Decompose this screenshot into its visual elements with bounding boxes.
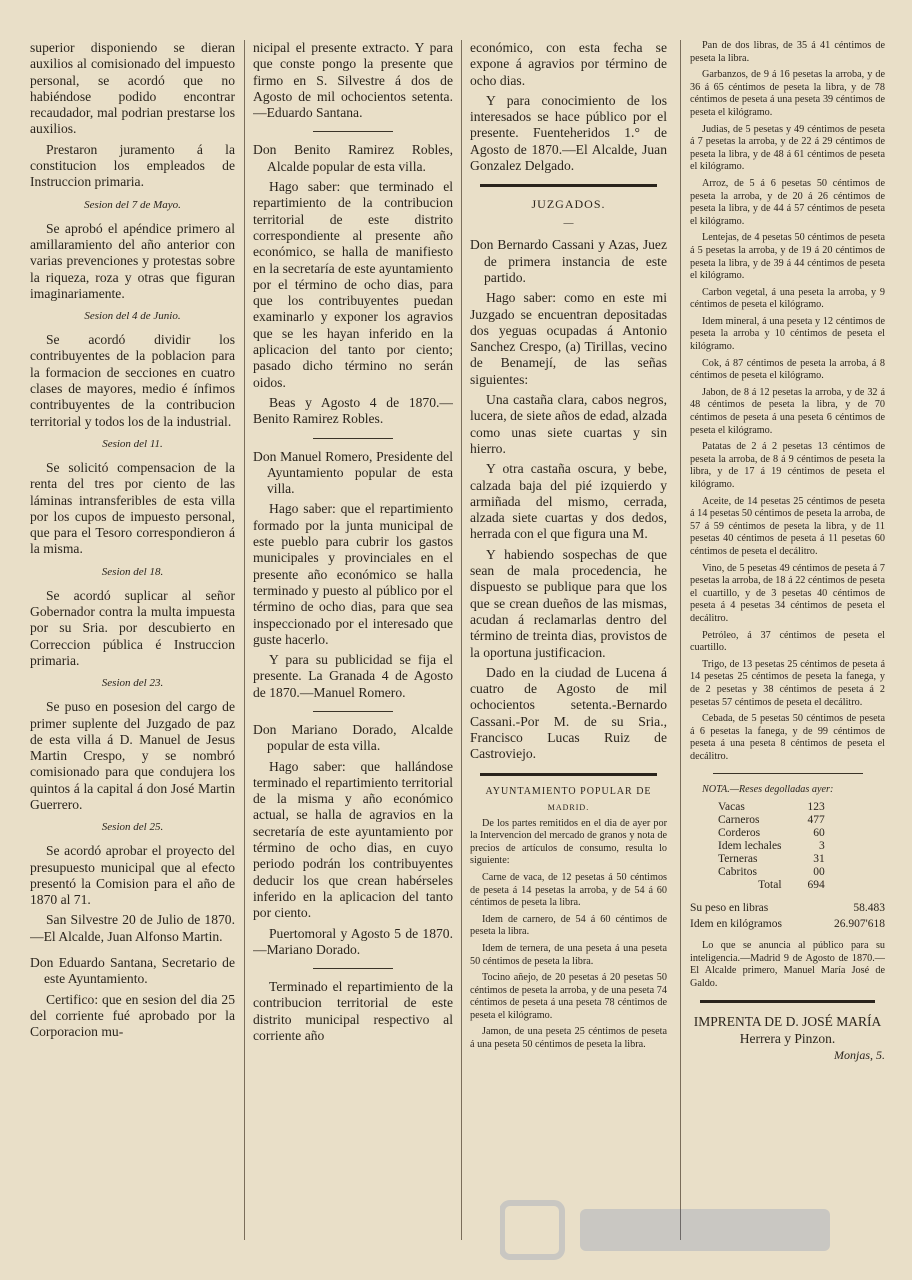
- imprint-name: IMPRENTA DE D. JOSÉ MARÍA Herrera y Pinzon.: [693, 1014, 882, 1047]
- signature: San Silvestre 20 de Julio de 1870.—El Alcalde, Juan Alfonso Martin.: [30, 912, 235, 944]
- paragraph: Se solicitó compensacion de la renta del tres por ciento de las láminas intransferibles de esta villa por los cupos de impuesto personal, que para el Tesoro correspondieron á la misma.: [30, 459, 235, 557]
- paragraph: Hago saber: que terminado el repartimiento de la contribucion territorial de este distrito correspondiente al presente año económico, se halla de manifiesto en la secretaría de este ayuntamiento por el término de ocho dias, para que los contribuyentes puedan examinarlo y exponer los agravios que se les hayan inferido en la aplicacion del tanto por ciento; pasado dicho término no serán oidos.: [253, 179, 453, 390]
- paragraph: Prestaron juramento á la constitucion los empleados de Instruccion primaria.: [30, 141, 235, 190]
- total-label: Total: [758, 879, 782, 892]
- paragraph: superior disponiendo se dieran auxilios al comisionado del impuesto personal, se acordó que no habiéndose podido encontrar recaudador, mal podrian prestarse los auxilios.: [30, 40, 235, 137]
- total-value: 694: [807, 879, 825, 892]
- paragraph: Hago saber: que el repartimiento formado por la junta municipal de este pueblo para cubrir los gastos municipales y provinciales en el presente año económico se halla terminado y puesto al público por el término de ocho dias, para que sea inspeccionado por el interesado que guste hacerlo.: [253, 501, 453, 647]
- price-item: Garbanzos, de 9 á 16 pesetas la arroba, y de 36 á 65 céntimos de peseta la libra, y de 78 céntimos de peseta á una peseta 39 céntimos de peseta el kilógramo.: [690, 69, 885, 118]
- paragraph: nicipal el presente extracto. Y para que conste pongo la presente que firmo en S. Silvestre á dos de Agosto de mil ochocientos setenta.—Eduardo Santana.: [253, 40, 453, 121]
- imprint-address: Monjas, 5.: [834, 1048, 885, 1063]
- weights: [690, 900, 885, 932]
- paragraph: Se puso en posesion del cargo de primer suplente del Juzgado de paz de esta villa á D. Manuel de Jesus Martin Crespo, y se nombró comisionado para que condujera los quintos á la capital á don José Martin Guerrero.: [30, 699, 235, 812]
- price-item: Petróleo, á 37 céntimos de peseta el cuartillo.: [690, 629, 885, 654]
- price-item: Aceite, de 14 pesetas 25 céntimos de peseta á 14 pesetas 50 céntimos de peseta la arroba, de 57 á 59 céntimos de peseta la libra, y de 11 pesetas 40 céntimos de peseta á 11 pesetas 60 céntimos de peseta el decálitro.: [690, 495, 885, 557]
- session-heading: Sesion del 25.: [101, 821, 164, 834]
- table-row: [718, 814, 831, 827]
- paragraph: Y habiendo sospechas de que sean de mala procedencia, he dispuesto se publique para que los que se crean dueños de las mismas, acudan á reclamarlas dentro del término de treinta dias, provistos de la oportuna justificacion.: [470, 546, 667, 660]
- dash: —: [563, 218, 574, 230]
- separator: [480, 184, 657, 187]
- column-rule: [244, 40, 245, 1240]
- column-4: [690, 40, 885, 1064]
- notice-heading: Don Eduardo Santana, Secretario de este Ayuntamiento.: [30, 955, 235, 987]
- price-item: Idem de ternera, de una peseta á una peseta 50 céntimos de peseta la libra.: [470, 942, 667, 967]
- table-row: [718, 866, 831, 879]
- price-item: Jamon, de una peseta 25 céntimos de peseta á una peseta 50 céntimos de peseta la libra.: [470, 1026, 667, 1051]
- section-heading: JUZGADOS.: [531, 197, 606, 212]
- paragraph: Se aprobó el apéndice primero al amillaramiento del año anterior con varias prevenciones y protestas sobre la riqueza, roza y otras que figuran imaginariamente.: [30, 220, 235, 301]
- signature: Puertomoral y Agosto 5 de 1870.—Mariano Dorado.: [253, 925, 453, 957]
- price-item: Judias, de 5 pesetas y 49 céntimos de peseta á 7 pesetas la arroba, y de 22 á 29 céntimos de peseta la libra, y de 48 á 61 céntimos de peseta el kilógramo.: [690, 123, 885, 173]
- notice-heading: Don Manuel Romero, Presidente del Ayuntamiento popular de esta villa.: [253, 448, 453, 497]
- table-cell: Cabritos: [718, 866, 757, 879]
- paragraph: Terminado el repartimiento de la contribucion territorial de este distrito municipal respectivo al corriente año: [253, 979, 453, 1044]
- separator: [700, 1000, 876, 1003]
- table-cell: Idem lechales: [718, 840, 782, 853]
- notice-heading: Don Mariano Dorado, Alcalde popular de esta villa.: [253, 721, 453, 754]
- nota-heading: NOTA.—Reses degolladas ayer:: [702, 784, 834, 796]
- notice-heading: Don Bernardo Cassani y Azas, Juez de primera instancia de este partido.: [470, 237, 667, 285]
- table-cell: Vacas: [718, 801, 745, 814]
- paragraph: De los partes remitidos en el dia de ayer por la Intervencion del mercado de granos y nota de precios de artículos de consumo, resulta lo siguiente:: [470, 817, 667, 867]
- price-item: Idem de carnero, de 54 á 60 céntimos de peseta la libra.: [470, 913, 667, 938]
- total-row: [718, 879, 831, 892]
- paragraph: Se acordó suplicar al señor Gobernador contra la multa impuesta por su Sria. por descubierto en Correccion pública é Instruccion primaria.: [30, 587, 235, 668]
- weight-value: 26.907'618: [834, 918, 885, 931]
- price-item: Carne de vaca, de 12 pesetas á 50 céntimos de peseta á 14 pesetas la arroba, y de 54 á 60 céntimos de peseta la libra.: [470, 871, 667, 909]
- paragraph: Se acordó dividir los contribuyentes de la poblacion para la formacion de secciones en cuatro clases de mayores, medio é ínfimos contribuyentes de la contribucion territorial y todos los de la industrial.: [30, 332, 235, 429]
- table-cell: Carneros: [718, 814, 760, 827]
- library-stamp-watermark: [500, 1195, 840, 1265]
- table-cell: 123: [807, 801, 825, 814]
- price-item: Jabon, de 8 á 12 pesetas la arroba, y de 32 á 48 céntimos de peseta la libra, y de 70 céntimos de peseta á una peseta 6 céntimos de peseta el kilógramo.: [690, 386, 885, 436]
- price-item: Lentejas, de 4 pesetas 50 céntimos de peseta á 5 pesetas la arroba, y de 19 á 20 céntimos de peseta la libra, y de 39 á 44 céntimos de peseta el kilógramo.: [690, 232, 885, 282]
- price-item: Patatas de 2 á 2 pesetas 13 céntimos de peseta la arroba, de 8 á 9 céntimos de peseta la libra, y de 17 á 19 céntimos de peseta el kilógramo.: [690, 441, 885, 490]
- table-cell: Corderos: [718, 827, 761, 840]
- separator: [713, 773, 863, 774]
- price-item: Tocino añejo, de 20 pesetas á 20 pesetas 50 céntimos de peseta la arroba, y de una peseta 74 céntimos de peseta á una peseta 78 céntimos de peseta el kilógramo.: [470, 972, 667, 1021]
- session-heading: Sesion del 23.: [101, 677, 164, 690]
- weight-row: [690, 900, 885, 916]
- column-rule: [680, 40, 681, 1240]
- column-rule: [461, 40, 462, 1240]
- session-heading: Sesion del 11.: [102, 437, 163, 450]
- column-3: [470, 40, 667, 1056]
- price-list: [690, 40, 885, 763]
- session-heading: Sesion del 4 de Junio.: [84, 310, 181, 323]
- separator: [313, 968, 393, 969]
- price-item: Carbon vegetal, á una peseta la arroba, y 9 céntimos de peseta el kilógramo.: [690, 286, 885, 311]
- table-cell: 60: [813, 827, 825, 840]
- slaughter-table: [718, 801, 831, 892]
- separator: [480, 773, 657, 776]
- paragraph: Y otra castaña oscura, y bebe, calzada baja del pié izquierdo y armiñada del mismo, cerrada, alzada siete cuartas y dos dedos, herrada con el que figura una M.: [470, 461, 667, 542]
- table-row: [718, 827, 831, 840]
- separator: [313, 131, 393, 132]
- price-item: Vino, de 5 pesetas 49 céntimos de peseta á 7 pesetas la arroba, de 18 á 22 céntimos de peseta el cuartillo, y de 3 pesetas 40 céntimos de peseta á 4 pesetas 34 céntimos de peseta el decálitro.: [690, 562, 885, 624]
- weight-row: [690, 916, 885, 932]
- paragraph: Hago saber: que hallándose terminado el repartimiento territorial de la misma y año económico actual, se halla de agravios en la secretaría de este ayuntamiento por término de ocho dias, en cuyo periodo podrán los contribuyentes deducir los que crean habérseles inferido en la aplicacion del tanto por ciento.: [253, 758, 453, 921]
- paragraph: Certifico: que en sesion del dia 25 del corriente fué aprobado por la Corporacion mu-: [30, 991, 235, 1040]
- paragraph: Y para conocimiento de los interesados se hace público por el presente. Fuenteheridos 1.° de Agosto de 1870.—El Alcalde, Juan Gonzalez Delgado.: [470, 92, 667, 174]
- table-row: [718, 801, 831, 814]
- session-heading: Sesion del 7 de Mayo.: [84, 198, 181, 211]
- column-2: [253, 40, 453, 1048]
- separator: [313, 438, 393, 439]
- price-item: Cebada, de 5 pesetas 50 céntimos de peseta á 6 pesetas la fanega, y de 99 céntimos de peseta á una peseta 8 céntimos de peseta el decálitro.: [690, 713, 885, 762]
- signature: Beas y Agosto 4 de 1870.—Benito Ramirez Robles.: [253, 394, 453, 427]
- paragraph: Y para su publicidad se fija el presente. La Granada 4 de Agosto de 1870.—Manuel Romero.: [253, 652, 453, 700]
- table-row: [718, 853, 831, 866]
- session-heading: Sesion del 18.: [101, 565, 164, 578]
- separator: [313, 711, 393, 712]
- table-cell: 3: [819, 840, 825, 853]
- table-cell: 477: [807, 814, 825, 827]
- price-item: Cok, á 87 céntimos de peseta la arroba, á 8 céntimos de peseta el kilógramo.: [690, 357, 885, 382]
- price-item: Idem mineral, á una peseta y 12 céntimos de peseta la arroba y 10 céntimos de peseta el kilógramo.: [690, 315, 885, 353]
- price-item: Arroz, de 5 á 6 pesetas 50 céntimos de peseta la arroba, y de 20 á 26 céntimos de peseta la libra, y de 44 á 57 céntimos de peseta el kilógramo.: [690, 177, 885, 227]
- table-row: [718, 840, 831, 853]
- column-1: [30, 40, 235, 1045]
- paragraph: Una castaña clara, cabos negros, lucera, de siete años de edad, alzada como unas siete cuartas y sin hierro.: [470, 392, 667, 456]
- table-cell: Terneras: [718, 853, 758, 866]
- imprint: [690, 1013, 885, 1064]
- closing-paragraph: Lo que se anuncia al público para su inteligencia.—Madrid 9 de Agosto de 1870.—El Alcalde primero, Manuel María José de Galdo.: [690, 940, 885, 989]
- paragraph: Dado en la ciudad de Lucena á cuatro de Agosto de mil ochocientos setenta.-Bernardo Cassani.-Por M. de su Sria., Francisco Lucas Ruiz de Castroviejo.: [470, 664, 667, 762]
- weight-label: Idem en kilógramos: [690, 918, 782, 931]
- weight-value: 58.483: [853, 902, 885, 915]
- table-cell: 31: [813, 853, 825, 866]
- price-item: Trigo, de 13 pesetas 25 céntimos de peseta á 14 pesetas 25 céntimos de peseta la fanega, y de 2 pesetas y 38 céntimos de peseta á 2 pesetas 57 céntimos de peseta el decálitro.: [690, 658, 885, 708]
- paragraph: Se acordó aprobar el proyecto del presupuesto municipal que al efecto presentó la Comision para el año de 1870 al 71.: [30, 843, 235, 908]
- table-cell: 00: [813, 866, 825, 879]
- notice-heading: Don Benito Ramirez Robles, Alcalde popular de esta villa.: [253, 142, 453, 174]
- paragraph: económico, con esta fecha se expone á agravios por término de ocho dias.: [470, 40, 667, 88]
- section-heading: AYUNTAMIENTO POPULAR DE: [485, 785, 652, 797]
- price-item: Pan de dos libras, de 35 á 41 céntimos de peseta la libra.: [690, 40, 885, 64]
- weight-label: Su peso en libras: [690, 902, 769, 915]
- paragraph: Hago saber: como en este mi Juzgado se encuentran depositadas dos yeguas ocupadas á Antonio Sanchez Crespo, (a) Tirillas, vecino de Benamejí, de las señas siguientes:: [470, 290, 667, 387]
- section-subheading: MADRID.: [547, 802, 590, 812]
